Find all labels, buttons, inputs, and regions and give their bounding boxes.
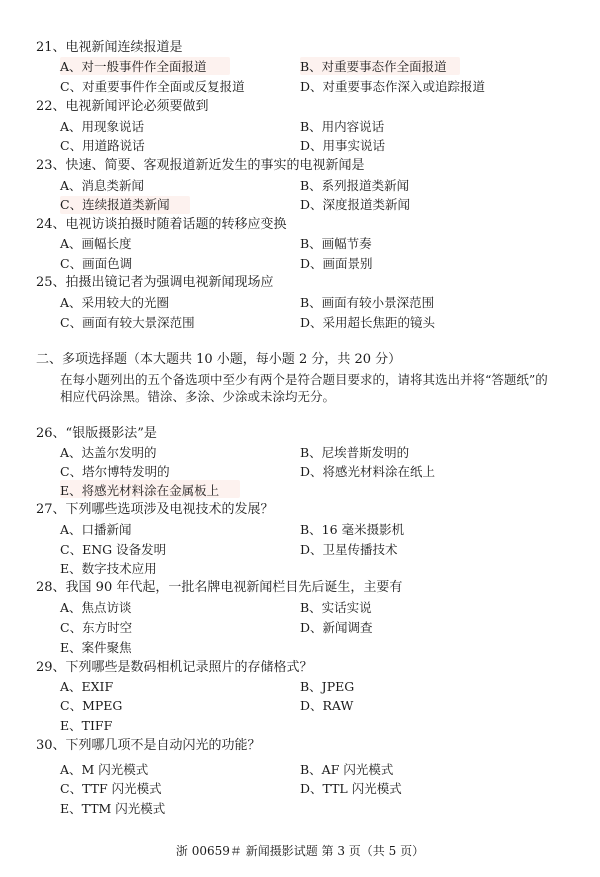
- option-28-d: D、新闻调查: [300, 620, 373, 635]
- option-22-d: D、用事实说话: [300, 138, 386, 153]
- option-30-a: A、M 闪光模式: [60, 762, 149, 777]
- option-28-c: C、东方时空: [60, 620, 133, 635]
- question-22: 22、电视新闻评论必须要做到: [36, 99, 209, 114]
- section-title: 二、多项选择题（本大题共 10 小题，每小题 2 分，共 20 分）: [36, 352, 402, 367]
- option-22-c: C、用道路说话: [60, 138, 145, 153]
- question-24: 24、电视访谈拍摄时随着话题的转移应变换: [36, 217, 287, 232]
- option-29-b: B、JPEG: [300, 679, 355, 694]
- option-21-d: D、对重要事态作深入或追踪报道: [300, 79, 486, 94]
- option-21-a: A、对一般事件作全面报道: [60, 59, 207, 74]
- option-23-b: B、系列报道类新闻: [300, 178, 410, 193]
- option-25-d: D、采用超长焦距的镜头: [300, 315, 436, 330]
- option-22-b: B、用内容说话: [300, 119, 385, 134]
- option-27-b: B、16 毫米摄影机: [300, 522, 405, 537]
- option-23-c: C、连续报道类新闻: [60, 197, 170, 212]
- option-30-e: E、TTM 闪光模式: [60, 801, 166, 816]
- option-26-d: D、将感光材料涂在纸上: [300, 464, 436, 479]
- option-30-b: B、AF 闪光模式: [300, 762, 394, 777]
- option-30-d: D、TTL 闪光模式: [300, 781, 402, 796]
- question-29: 29、下列哪些是数码相机记录照片的存储格式？: [36, 660, 313, 675]
- page-footer: 浙 00659＃ 新闻摄影试题 第 3 页（共 5 页）: [175, 844, 425, 858]
- option-25-c: C、画面有较大景深范围: [60, 315, 195, 330]
- section-instruction: 在每小题列出的五个备选项中至少有两个是符合题目要求的，请将其选出并将“答题纸”的相应代码涂黑。错涂、多涂、少涂或未涂均无分。: [60, 372, 548, 404]
- option-21-c: C、对重要事件作全面或反复报道: [60, 79, 245, 94]
- option-25-b: B、画面有较小景深范围: [300, 295, 435, 310]
- option-28-a: A、焦点访谈: [60, 600, 132, 615]
- option-24-c: C、画面色调: [60, 256, 133, 271]
- option-28-e: E、案件聚焦: [60, 640, 132, 655]
- question-30: 30、下列哪几项不是自动闪光的功能？: [36, 738, 261, 753]
- option-27-d: D、卫星传播技术: [300, 542, 398, 557]
- option-27-a: A、口播新闻: [60, 522, 132, 537]
- question-21: 21、电视新闻连续报道是: [36, 40, 183, 55]
- option-29-e: E、TIFF: [60, 718, 113, 733]
- option-29-d: D、RAW: [300, 698, 354, 713]
- option-24-d: D、画面景别: [300, 256, 373, 271]
- option-21-b: B、对重要事态作全面报道: [300, 59, 447, 74]
- option-28-b: B、实话实说: [300, 600, 372, 615]
- option-27-c: C、ENG 设备发明: [60, 542, 167, 557]
- option-29-c: C、MPEG: [60, 698, 123, 713]
- option-25-a: A、采用较大的光圈: [60, 295, 170, 310]
- question-26: 26、“银版摄影法”是: [36, 426, 157, 441]
- option-30-c: C、TTF 闪光模式: [60, 781, 162, 796]
- option-26-c: C、塔尔博特发明的: [60, 464, 170, 479]
- option-26-a: A、达盖尔发明的: [60, 445, 157, 460]
- option-24-b: B、画幅节奏: [300, 236, 372, 251]
- question-27: 27、下列哪些选项涉及电视技术的发展？: [36, 502, 274, 517]
- question-28: 28、我国 90 年代起，一批名牌电视新闻栏目先后诞生，主要有: [36, 580, 403, 595]
- option-26-b: B、尼埃普斯发明的: [300, 445, 410, 460]
- option-23-a: A、消息类新闻: [60, 178, 145, 193]
- question-23: 23、快速、简要、客观报道新近发生的事实的电视新闻是: [36, 158, 365, 173]
- option-27-e: E、数字技术应用: [60, 561, 157, 576]
- option-22-a: A、用现象说话: [60, 119, 145, 134]
- option-26-e: E、将感光材料涂在金属板上: [60, 483, 220, 498]
- option-23-d: D、深度报道类新闻: [300, 197, 411, 212]
- option-29-a: A、EXIF: [60, 679, 114, 694]
- option-24-a: A、画幅长度: [60, 236, 132, 251]
- question-25: 25、拍摄出镜记者为强调电视新闻现场应: [36, 275, 274, 290]
